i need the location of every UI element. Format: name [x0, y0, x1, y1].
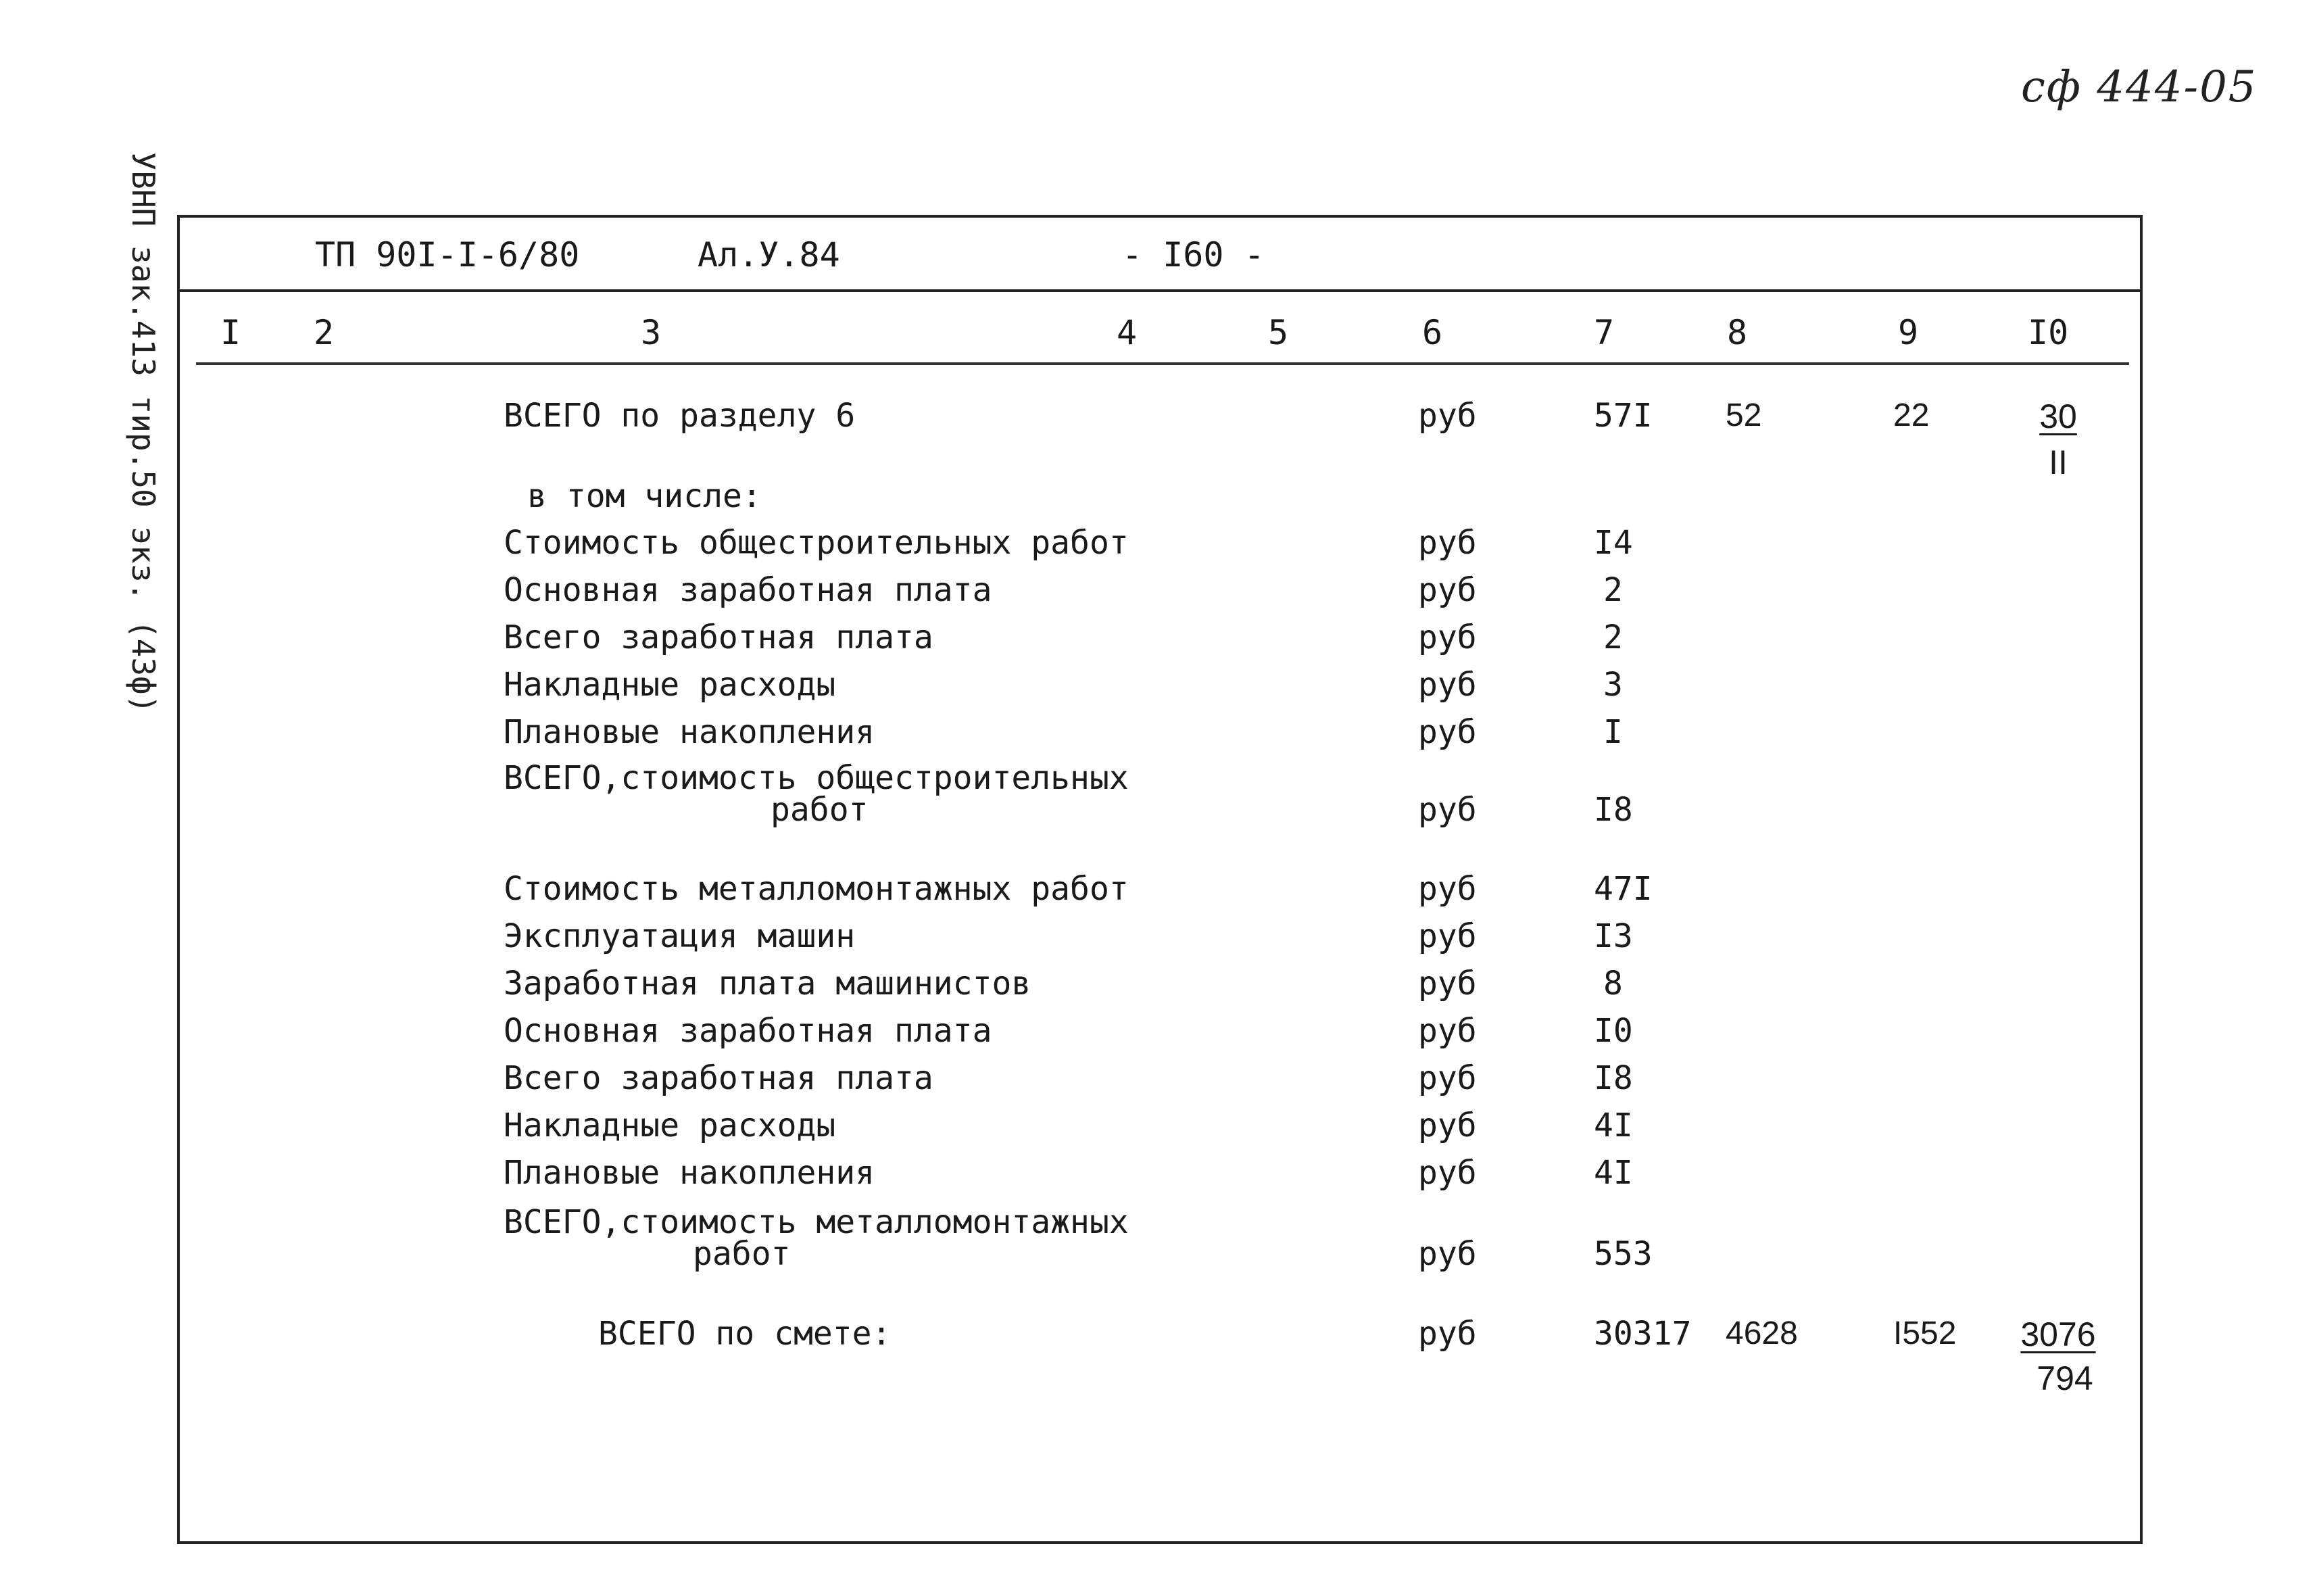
metal-row-label: Эксплуатация машин: [504, 917, 856, 955]
grand-total-label: ВСЕГО по смете:: [598, 1315, 892, 1353]
grand-total-col10-bottom: 794: [2037, 1359, 2093, 1397]
metal-row-label: Стоимость металломонтажных работ: [504, 870, 1129, 908]
grand-total-col7: 30317: [1594, 1315, 1692, 1353]
sheet-reference: Ал.У.84: [698, 235, 840, 274]
general-row-label: Стоимость общестроительных работ: [504, 524, 1129, 562]
general-row-unit: руб: [1418, 713, 1477, 751]
section-total-col10-top: 30: [2039, 397, 2077, 435]
general-row-value: 2: [1603, 571, 1623, 609]
column-number-2: 2: [314, 313, 335, 352]
general-row-label: Основная заработная плата: [504, 571, 992, 609]
section-total-label: ВСЕГО по разделу 6: [504, 397, 856, 435]
metal-row-label: Заработная плата машинистов: [504, 965, 1031, 1002]
metal-row-unit: руб: [1418, 1059, 1477, 1097]
general-row-unit: руб: [1418, 524, 1477, 562]
metal-row-value: 8: [1603, 965, 1623, 1002]
metal-row-unit: руб: [1418, 1154, 1477, 1192]
column-number-8: 8: [1727, 313, 1748, 352]
column-number-7: 7: [1594, 313, 1615, 352]
metal-row-label: Плановые накопления: [504, 1154, 875, 1192]
general-total-unit: руб: [1418, 791, 1477, 829]
column-number-5: 5: [1268, 313, 1289, 352]
header-divider: [180, 289, 2140, 292]
section-total-col10-bottom: II: [2049, 443, 2068, 481]
general-row-value: I4: [1594, 524, 1633, 562]
page-number: - I60 -: [1122, 235, 1265, 274]
column-number-3: 3: [641, 313, 662, 352]
metal-row-label: Основная заработная плата: [504, 1012, 992, 1050]
general-total-label: ВСЕГО,стоимость общестроительных: [504, 759, 1129, 797]
metal-row-label: Всего заработная плата: [504, 1059, 933, 1097]
column-number-10: I0: [2028, 313, 2069, 352]
general-row-value: 2: [1603, 619, 1623, 656]
section-total-col8: 52: [1726, 397, 1762, 433]
section-total-unit: руб: [1418, 397, 1477, 435]
metal-row-value: 4I: [1594, 1154, 1633, 1192]
general-total-value: I8: [1594, 791, 1633, 829]
general-row-unit: руб: [1418, 666, 1477, 704]
metal-total-label: ВСЕГО,стоимость металломонтажных: [504, 1203, 1129, 1241]
page-frame: [177, 215, 2143, 1544]
metal-total-unit: руб: [1418, 1235, 1477, 1273]
column-number-6: 6: [1422, 313, 1443, 352]
archive-mark: сф 444-05: [2021, 62, 2258, 112]
metal-row-value: 4I: [1594, 1107, 1633, 1144]
metal-total-value: 553: [1594, 1235, 1653, 1273]
general-row-value: 3: [1603, 666, 1623, 704]
metal-row-label: Накладные расходы: [504, 1107, 836, 1144]
metal-total-label-cont: работ: [693, 1235, 791, 1273]
column-number-4: 4: [1117, 313, 1138, 352]
including-label: в том числе:: [527, 477, 762, 515]
metal-row-value: I8: [1594, 1059, 1633, 1097]
column-number-9: 9: [1898, 313, 1919, 352]
column-number-1: I: [220, 313, 241, 352]
general-row-unit: руб: [1418, 619, 1477, 656]
column-number-divider: [196, 362, 2129, 365]
general-row-label: Всего заработная плата: [504, 619, 933, 656]
document-code: ТП 90I-I-6/80: [315, 235, 580, 274]
metal-row-unit: руб: [1418, 1012, 1477, 1050]
general-total-label-cont: работ: [771, 791, 869, 829]
grand-total-col10-top: 3076: [2020, 1315, 2096, 1353]
general-row-value: I: [1603, 713, 1623, 751]
metal-row-unit: руб: [1418, 917, 1477, 955]
grand-total-col9: I552: [1893, 1315, 1957, 1351]
metal-row-value: 47I: [1594, 870, 1653, 908]
metal-row-unit: руб: [1418, 965, 1477, 1002]
grand-total-col8: 4628: [1726, 1315, 1798, 1351]
metal-row-unit: руб: [1418, 870, 1477, 908]
section-total-col7: 57I: [1594, 397, 1653, 435]
metal-row-value: I0: [1594, 1012, 1633, 1050]
general-row-unit: руб: [1418, 571, 1477, 609]
metal-row-unit: руб: [1418, 1107, 1477, 1144]
metal-row-value: I3: [1594, 917, 1633, 955]
grand-total-unit: руб: [1418, 1315, 1477, 1353]
general-row-label: Плановые накопления: [504, 713, 875, 751]
general-row-label: Накладные расходы: [504, 666, 836, 704]
side-stamp: УВНП зак.413 тир.50 экз. (43ф): [125, 151, 162, 714]
section-total-col9: 22: [1893, 397, 1930, 433]
